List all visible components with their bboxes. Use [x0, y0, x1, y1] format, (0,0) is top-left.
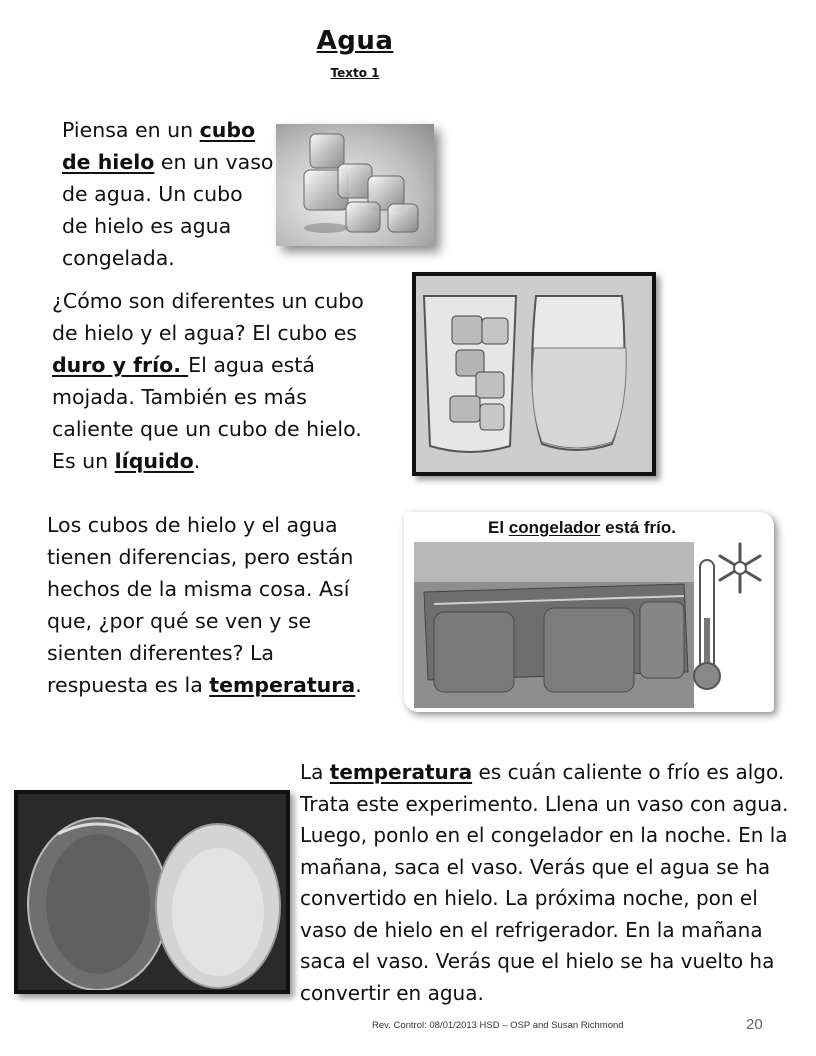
- freezer-caption: [404, 518, 760, 538]
- keyword-cubo-de-hielo: cubo de hielo: [62, 118, 256, 174]
- text: La: [300, 760, 330, 784]
- keyword-liquido: líquido: [114, 449, 194, 473]
- keyword-temperatura-definition: temperatura: [329, 760, 473, 784]
- keyword-congelador: congelador: [508, 518, 601, 537]
- text: en un vaso de agua. Un cubo de hielo es agua congelada.: [62, 150, 274, 270]
- ice-cubes-photo: [276, 124, 434, 246]
- paragraph-differences: [52, 285, 370, 477]
- caption-text: está frío.: [600, 518, 676, 537]
- freezer-ice-tray-image: [404, 512, 774, 712]
- ice-and-water-glasses-photo: [412, 272, 656, 476]
- text: ¿Cómo son diferentes un cubo de hielo y el agua? El cubo es: [52, 289, 364, 345]
- text: El agua está mojada. También es más caliente que un cubo de hielo. Es un: [52, 353, 362, 473]
- text: Los cubos de hielo y el agua tienen diferencias, pero están hechos de la misma cosa. Así que, ¿por qué se ven y se sienten diferentes? La respuesta es la: [47, 513, 354, 697]
- page-title: Agua: [316, 26, 394, 56]
- text: Piensa en un: [62, 118, 200, 142]
- thermometer-snowflake-icon: [684, 538, 774, 708]
- footer-revision: Rev. Control: 08/01/2013 HSD – OSP and Susan Richmond: [372, 1020, 624, 1031]
- page-subtitle: Texto 1: [330, 66, 380, 80]
- text: .: [193, 449, 201, 473]
- paragraph-ice-cube: [62, 114, 274, 274]
- keyword-temperatura: temperatura: [209, 673, 356, 697]
- paragraph-experiment: [300, 757, 796, 1009]
- keyword-duro-y-frio: duro y frío.: [52, 353, 189, 377]
- paragraph-temperature-question: [47, 509, 365, 701]
- page-number: 20: [746, 1016, 763, 1033]
- text: .: [355, 673, 362, 697]
- caption-text: El: [487, 518, 509, 537]
- text: es cuán caliente o frío es algo. Trata este experimento. Llena un vaso con agua. Luego, ponlo en el congelador en la noche. En la mañana, saca el vaso. Verás que el agua se ha convertido en hielo. La próxima noche, pon el vaso de hielo en el refrigerador. En la mañana saca el vaso. Verás que el hielo se ha vuelto ha convertir en agua.: [300, 760, 789, 1005]
- frozen-bottles-photo: [14, 790, 290, 994]
